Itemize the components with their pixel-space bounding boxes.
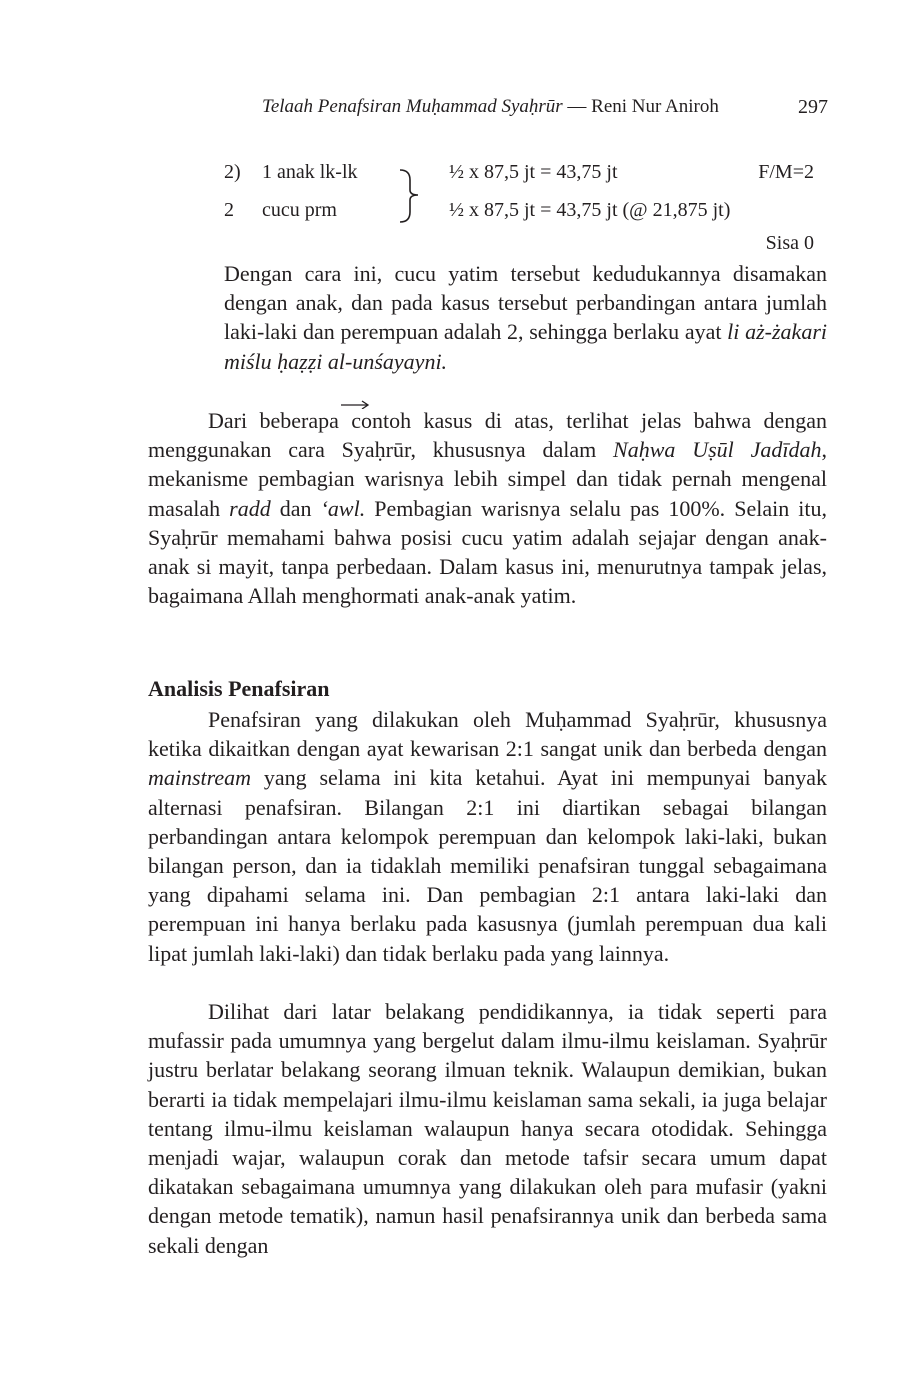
running-header: [262, 96, 828, 119]
row-formula: ½ x 87,5 jt = 43,75 jt: [449, 161, 618, 183]
paragraph-analysis: Penafsiran yang dilakukan oleh Muḥammad Syaḥrūr, khususnya ketika dikaitkan dengan ayat kewarisan 2:1 sangat unik dan berbeda dengan mainstream yang selama ini kita ketahui. Ayat ini mempunyai banyak alternasi penafsiran. Bilangan 2:1 ini diartikan sebagai bilangan perbandingan antara kelompok perempuan dan kelompok laki-laki, bukan bilangan person, dan ia tidaklah memiliki penafsiran tunggal sebagaimana yang dipahami selama ini. Dan pembagian 2:1 antara laki-laki dan perempuan ini hanya berlaku pada kasusnya (jumlah perempuan dua kali lipat jumlah laki-laki) dan tidak berlaku pada yang lainnya.: [148, 707, 827, 966]
overline-arrow-icon: [340, 399, 370, 409]
remainder-label: Sisa 0: [765, 232, 814, 254]
page-number: 297: [798, 96, 828, 118]
paragraph-summary: Dari beberapa contoh kasus di atas, terlihat jelas bahwa dengan menggunakan cara Syaḥrūr, khususnya dalam Naḥwa Uṣūl Jadīdah, mekanisme pembagian warisnya lebih simpel dan tidak pernah mengenal masalah radd dan ‘awl. Pembagian warisnya selalu pas 100%. Selain itu, Syaḥrūr memahami bahwa posisi cucu yatim adalah sejajar dengan anak-anak si mayit, tanpa perbedaan. Dalam kasus ini, menurutnya tampak jelas, bagaimana Allah menghormati anak-anak yatim.: [148, 408, 827, 609]
right-brace-icon: [398, 166, 426, 224]
paragraph-background: Dilihat dari latar belakang pendidikannya, ia tidak seperti para mufassir pada umumnya yang bergelut dalam ilmu-ilmu keislaman. Syaḥrūr justru berlatar belakang seorang ilmuan teknik. Walaupun demikian, bukan berarti ia tidak mempelajari ilmu-ilmu keislaman sama sekali, ia juga belajar tentang ilmu-ilmu keislaman walaupun hanya secara otodidak. Sehingga menjadi wajar, walaupun corak dan metode tafsir secara umum dapat dikatakan sebagaimana umumnya yang dilakukan oleh para mufasir (yakni dengan metode tematik), namun hasil penafsirannya unik dan berbeda sama sekali dengan: [148, 999, 827, 1258]
row-number: 2): [224, 161, 241, 183]
row-formula: ½ x 87,5 jt = 43,75 jt (@ 21,875 jt): [449, 199, 731, 221]
header-title: Telaah Penafsiran Muḥammad Syaḥrūr — Reni Nur Aniroh: [262, 96, 719, 117]
row-label: 1 anak lk-lk: [262, 161, 358, 183]
row-number: 2: [224, 199, 234, 221]
row-label: cucu prm: [262, 199, 337, 221]
ratio-label: F/M=2: [758, 161, 814, 183]
section-heading: Analisis Penafsiran: [148, 676, 330, 701]
paragraph-calc-explanation: Dengan cara ini, cucu yatim tersebut kedudukannya disamakan dengan anak, dan pada kasus tersebut perbandingan antara jumlah laki-laki dan perempuan adalah 2, sehingga berlaku ayat li aż-żakari miślu ḥaẓẓi al-unśayayni.: [224, 261, 827, 374]
